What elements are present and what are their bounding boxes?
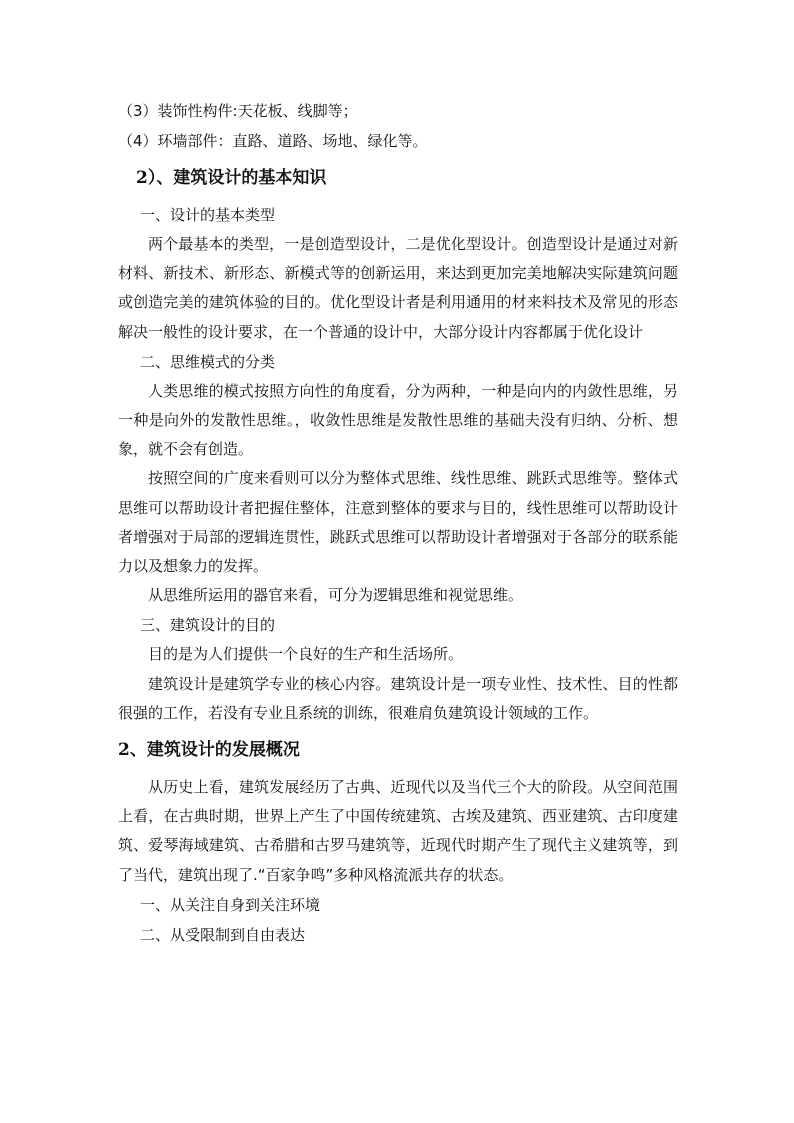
document-content — [118, 96, 678, 950]
section-heading-architectural-design-basics: 2）、建筑设计的基本知识 — [136, 168, 327, 188]
paragraph-development-history: 从历史上看，建筑发展经历了古典、近现代以及当代三个大的阶段。从空间范围上看，在古典时期，世界上产生了中国传统建筑、古埃及建筑、西亚建筑、古印度建筑、爱琴海域建筑、古希腊和古罗马建筑等，近现代时期产生了现代主义建筑等，到了当代，建筑出现了.“百家争鸣”多种风格流派共存的状态。 — [118, 778, 678, 884]
subheading-free-expression: 二、从受限制到自由表达 — [140, 925, 306, 944]
subheading-environment-focus: 一、从关注自身到关注环境 — [140, 895, 321, 914]
subheading-thinking-modes: 二、思维模式的分类 — [140, 352, 276, 371]
subheading-design-purpose: 三、建筑设计的目的 — [140, 616, 276, 635]
paragraph-thinking-space: 按照空间的广度来看则可以分为整体式思维、线性思维、跳跃式思维等。整体式思维可以帮助设计者把握住整体，注意到整体的要求与目的，线性思维可以帮助设计者增强对于局部的逻辑连贯性，跳跃式思维可以帮助设计者增强对于各部分的联系能力以及想象力的发挥。 — [118, 469, 678, 576]
subheading-basic-design-types: 一、设计的基本类型 — [140, 206, 276, 224]
paragraph-design-purpose: 目的是为人们提供一个良好的生产和生活场所。 — [148, 645, 464, 664]
paragraph-thinking-direction: 人类思维的模式按照方向性的角度看，分为两种，一种是向内的内敛性思维，另一种是向外的发散性思维。，收敛性思维是发散性思维的基础夫没有归纳、分析、想象，就不会有创造。 — [118, 381, 678, 459]
paragraph-design-types: 两个最基本的类型，一是创造型设计，二是优化型设计。创造型设计是通过对新材料、新技术、新形态、新模式等的创新运用，来达到更加完美地解决实际建筑问题或创造完美的建筑体验的目的。优化型设计者是利用通用的材来料技术及常见的形态解决一般性的设计要求，在一个普通的设计中，大部分设计内容都属于优化设计 — [118, 235, 678, 341]
list-item-decorative-components: （3）装饰性构件:天花板、线脚等； — [118, 102, 358, 120]
paragraph-thinking-organs: 从思维所运用的器官来看，可分为逻辑思维和视觉思维。 — [148, 586, 524, 605]
list-item-surrounding-components: （4）环墙部件：直路、道路、场地、绿化等。 — [118, 132, 428, 150]
section-heading-development-overview: 2、建筑设计的发展概况 — [118, 740, 300, 761]
paragraph-design-core: 建筑设计是建筑学专业的核心内容。建筑设计是一项专业性、技术性、目的性都很强的工作，若没有专业且系统的训练，很难肩负建筑设计领域的工作。 — [118, 674, 678, 722]
